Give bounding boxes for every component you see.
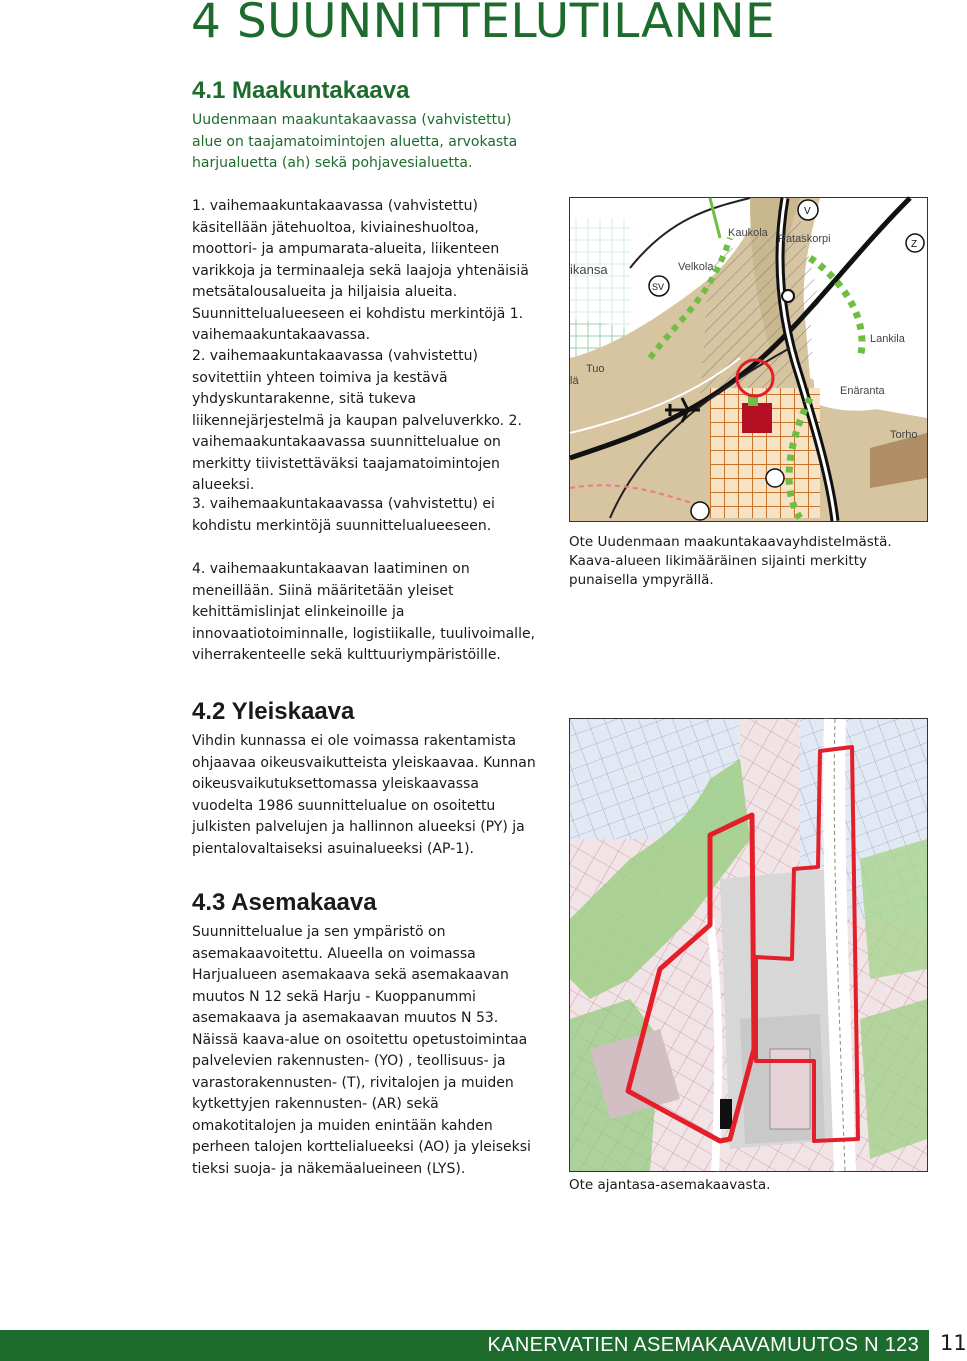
footer-bar xyxy=(0,1330,929,1361)
map1-label-enaranta: Enäranta xyxy=(840,385,885,397)
map1-label-sv: SV xyxy=(652,282,665,292)
detailed-plan-map-caption: Ote ajantasa-asemakaavasta. xyxy=(569,1177,771,1193)
map1-label-torho: Torho xyxy=(890,429,918,441)
regional-plan-map-graphic xyxy=(570,198,927,521)
map1-label-kansa: ikansa xyxy=(570,262,608,277)
detailed-plan-map xyxy=(569,718,928,1172)
map1-label-kaukola: Kaukola xyxy=(728,227,768,239)
map1-label-lankila: Lankila xyxy=(870,333,905,345)
map1-label-z: Z xyxy=(911,239,918,250)
regional-plan-map-caption xyxy=(569,533,914,590)
maakuntakaava-paragraph-1: Uudenmaan maakuntakaavassa (vahvistettu) alue on taajamatoimintojen aluetta, arvokasta harjualuetta (ah) sekä pohjavesialuetta. xyxy=(192,112,518,171)
regional-plan-map-caption-line-1: Ote Uudenmaan maakuntakaavayhdistelmästä. xyxy=(569,534,892,550)
regional-plan-map xyxy=(569,197,928,522)
chapter-title: 4 SUUNNITTELUTILANNE xyxy=(191,0,776,49)
map1-label-la: lä xyxy=(570,375,579,387)
yleiskaava-paragraph: Vihdin kunnassa ei ole voimassa rakentamista ohjaavaa oikeusvaikutteista yleiskaavaa. Kunnan oikeusvaikutuksettomassa yleiskaavassa vuodelta 1986 suunnittelualue on osoitettu julkisten palvelujen ja hallinnon alueeksi (PY) ja pientalovaltaiseksi asuinalueeksi (AP-1). xyxy=(192,733,536,857)
map1-label-v: V xyxy=(804,206,811,217)
section-heading-asemakaava: 4.3 Asemakaava xyxy=(192,889,377,916)
detailed-plan-map-graphic xyxy=(570,719,927,1171)
footer-title: KANERVATIEN ASEMAKAAVAMUUTOS N 123 xyxy=(487,1334,919,1356)
regional-plan-map-caption-line-2: Kaava-alueen likimääräinen sijainti merkitty punaisella ympyrällä. xyxy=(569,553,867,588)
map1-label-rataskorpi: Rataskorpi xyxy=(778,233,831,245)
maakuntakaava-paragraph-2: 1. vaihemaakuntakaavassa (vahvistettu) käsitellään jätehuoltoa, kiviaineshuoltoa, moottori- ja ampumarata-alueita, liikenteen varikkoja ja terminaaleja sekä laajoja yhtenäisiä metsätalousalueita ja hiljaisia alueita. Suunnittelualueeseen ei kohdistu merkintöjä 1. vaihemaakuntakaavassa. xyxy=(192,198,529,343)
section-heading-maakuntakaava: 4.1 Maakuntakaava xyxy=(192,77,410,104)
page-number: 11 xyxy=(940,1331,967,1355)
maakuntakaava-paragraph-4: 3. vaihemaakuntakaavassa (vahvistettu) ei kohdistu merkintöjä suunnittelualueeseen. xyxy=(192,496,495,534)
map1-label-tuo: Tuo xyxy=(586,363,605,375)
map1-label-velkola: Velkola xyxy=(678,261,714,273)
section-heading-yleiskaava: 4.2 Yleiskaava xyxy=(192,698,355,725)
maakuntakaava-paragraph-5: 4. vaihemaakuntakaavan laatiminen on meneillään. Siinä määritetään yleiset kehittämislinjat elinkeinoille ja innovaatiotoiminnalle, logistiikalle, tuulivoimalle, viherrakenteelle sekä kulttuuriympäristöille. xyxy=(192,561,536,663)
maakuntakaava-paragraph-3: 2. vaihemaakuntakaavassa (vahvistettu) sovitettiin yhteen toimiva ja kestävä yhdyskuntarakenne, sitä tukeva liikennejärjestelmä ja kaupan palveluverkko. 2. vaihemaakuntakaavassa suunnittelualue on merkitty tiivistettäväksi taajamatoimintojen alueeksi. xyxy=(192,348,522,493)
asemakaava-paragraph: Suunnittelualue ja sen ympäristö on asemakaavoitettu. Alueella on voimassa Harjualueen asemakaava sekä asemakaavan muutos N 12 sekä Harju - Kuoppanummi asemakaava ja asemakaavan muutos N 53. Näissä kaava-alue on osoitettu opetustoimintaa palvelevien rakennusten- (YO) , teollisuus- ja varastorakennusten- (T), rivitalojen ja muiden kytkettyjen rakennusten- (AR) sekä omakotitalojen ja muiden enintään kahden perheen talojen korttelialueeksi (AO) ja yleiseksi tieksi suoja- ja näkemäalueineen (LYS). xyxy=(192,924,531,1177)
